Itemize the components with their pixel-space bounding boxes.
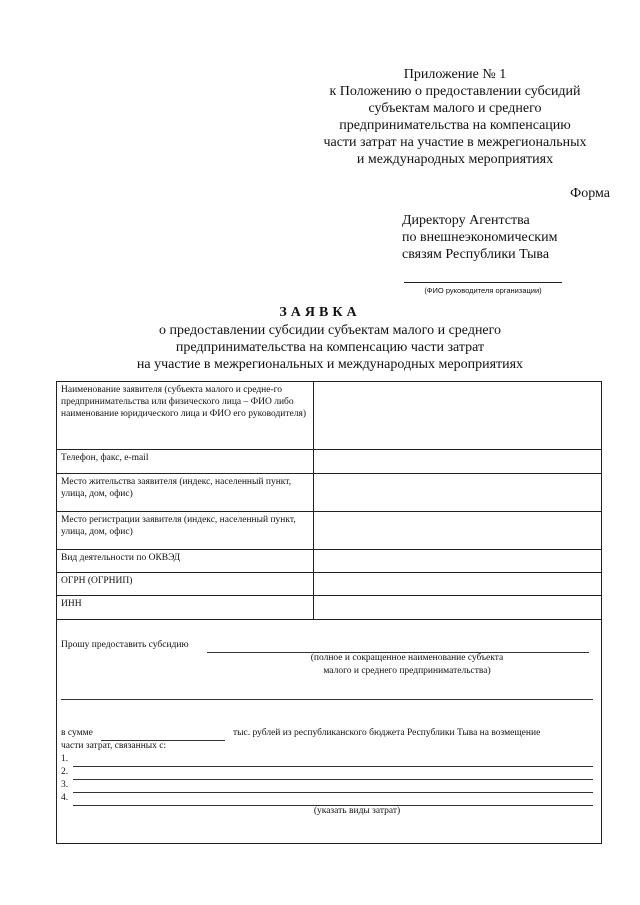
okved-field[interactable] xyxy=(314,550,601,572)
registration-address-field[interactable] xyxy=(314,512,601,549)
appendix-line: и международных мероприятиях xyxy=(356,152,554,167)
cost-item-number: 2. xyxy=(61,767,69,777)
appendix-line: Приложение № 1 xyxy=(403,67,507,82)
field-label-contacts: Телефон, факс, e-mail xyxy=(61,453,149,463)
appendix-header xyxy=(300,66,610,168)
applicant-name-field[interactable] xyxy=(314,382,601,449)
field-label-applicant-name: Наименование заявителя (субъекта малого и средне-го предпринимательства или физического лица – ФИО либо наименование юридического лица и ФИО его руководителя) xyxy=(61,385,307,419)
recipient-continuation-line[interactable] xyxy=(61,699,593,700)
appendix-line: части затрат на участие в межрегиональных xyxy=(323,135,587,150)
document-subtitle xyxy=(80,322,580,373)
form-label: Форма xyxy=(570,186,610,201)
subtitle-line: предпринимательства на компенсацию части затрат xyxy=(175,340,485,355)
table-row xyxy=(57,573,601,596)
table-row xyxy=(57,382,601,450)
field-label-registration: Место регистрации заявителя (индекс, населенный пункт, улица, дом, офис) xyxy=(61,515,296,537)
recipient-caption-line1: (полное и сокращенное наименование субъекта xyxy=(310,653,504,663)
appendix-line: субъектам малого и среднего xyxy=(368,101,542,116)
residence-address-field[interactable] xyxy=(314,474,601,511)
signature-line[interactable] xyxy=(404,282,562,283)
cost-item-line[interactable] xyxy=(73,779,593,780)
signature-caption: (ФИО руководителя организации) xyxy=(424,286,542,295)
field-label-inn: ИНН xyxy=(61,599,82,609)
cost-item-number: 4. xyxy=(61,793,69,803)
costs-caption: (указать виды затрат) xyxy=(313,806,401,816)
appendix-line: к Положению о предоставлении субсидий xyxy=(329,84,581,99)
table-row xyxy=(57,512,601,550)
addressee-line: по внешнеэкономическим xyxy=(402,230,558,245)
cost-item-number: 3. xyxy=(61,780,69,790)
field-label-ogrn: ОГРН (ОГРНИП) xyxy=(61,576,133,586)
contacts-field[interactable] xyxy=(314,450,601,473)
cost-item-line[interactable] xyxy=(73,792,593,793)
table-row xyxy=(57,450,601,474)
sum-prefix-label: в сумме xyxy=(61,728,93,738)
application-form xyxy=(56,381,602,844)
addressee-block xyxy=(402,212,557,263)
subtitle-line: о предоставлении субсидии субъектам малого и среднего xyxy=(158,323,502,338)
recipient-caption-line2: малого и среднего предпринимательства) xyxy=(323,666,491,676)
table-row xyxy=(57,596,601,620)
table-row xyxy=(57,550,601,573)
cost-item-line[interactable] xyxy=(73,766,593,767)
inn-field[interactable] xyxy=(314,596,601,619)
ogrn-field[interactable] xyxy=(314,573,601,595)
document-title: ЗАЯВКА xyxy=(279,305,361,320)
field-label-residence: Место жительства заявителя (индекс, населенный пункт, улица, дом, офис) xyxy=(61,477,292,499)
cost-item-number: 1. xyxy=(61,754,69,764)
costs-label: части затрат, связанных с: xyxy=(61,741,167,751)
subtitle-line: на участие в межрегиональных и международных мероприятиях xyxy=(136,357,524,372)
addressee-line: связям Республики Тыва xyxy=(402,247,550,262)
table-row xyxy=(57,474,601,512)
addressee-line: Директору Агентства xyxy=(402,213,530,228)
sum-suffix-label: тыс. рублей из республиканского бюджета Республики Тыва на возмещение xyxy=(233,728,541,738)
request-subsidy-label: Прошу предоставить субсидию xyxy=(61,640,189,650)
field-label-okved: Вид деятельности по ОКВЭД xyxy=(61,553,181,563)
appendix-line: предпринимательства на компенсацию xyxy=(339,118,571,133)
